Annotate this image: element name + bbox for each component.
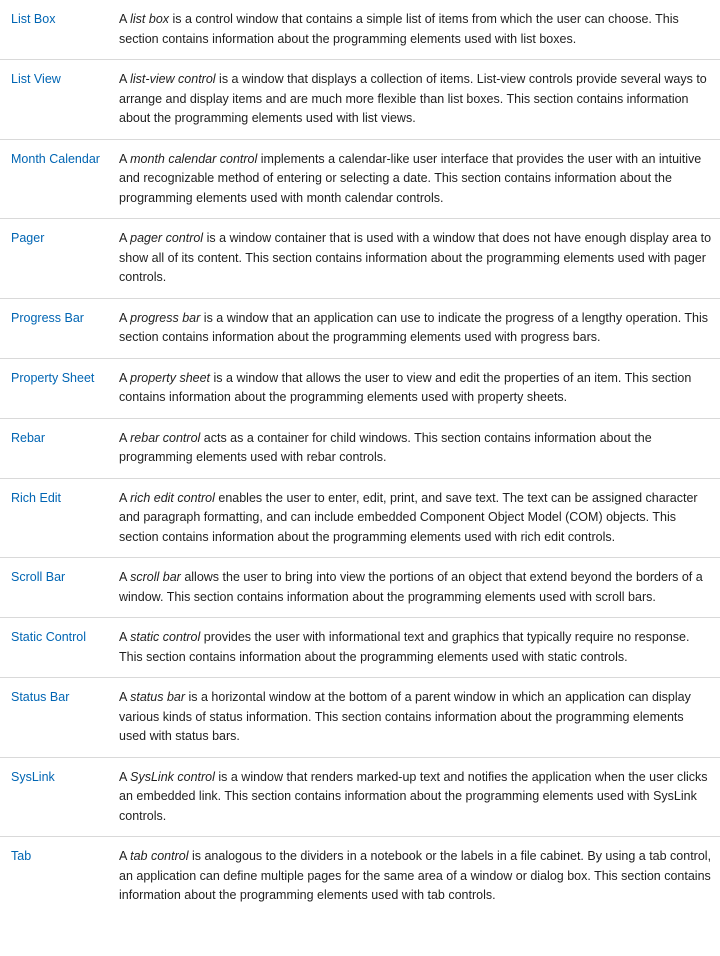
control-name-cell	[0, 0, 108, 60]
description-lead: A	[119, 630, 131, 644]
table-row	[0, 219, 720, 299]
control-name-cell	[0, 678, 108, 758]
description-text: is a horizontal window at the bottom of a parent window in which an application can display various kinds of status information. This section contains information about the programming elements used with status bars.	[119, 690, 691, 743]
control-name-link[interactable]: Status Bar	[11, 690, 70, 704]
control-name-link[interactable]: SysLink	[11, 769, 55, 784]
control-name-link[interactable]: Rebar	[11, 430, 46, 445]
description-text: is a window container that is used with a window that does not have enough display area to show all of its content. This section contains information about the programming elements used with pager controls.	[119, 231, 712, 284]
control-description	[108, 358, 720, 418]
description-lead: A	[119, 151, 131, 166]
description-text: acts as a container for child windows. This section contains information about the programming elements used with rebar controls.	[119, 430, 652, 464]
table-row	[0, 618, 720, 678]
description-term: static control	[130, 630, 201, 644]
description-term: pager control	[130, 231, 204, 245]
description-lead: A	[119, 849, 131, 863]
control-name-cell	[0, 219, 108, 299]
table-row	[0, 298, 720, 358]
table-row	[0, 60, 720, 140]
control-name-cell	[0, 418, 108, 478]
control-name-link[interactable]: Tab	[11, 849, 32, 863]
description-text: enables the user to enter, edit, print, and save text. The text can be assigned character and paragraph formatting, and can include embedded Component Object Model (COM) objects. This section contains information about the programming elements used with rich edit controls.	[119, 490, 698, 544]
table-row	[0, 0, 720, 60]
description-term: property sheet	[130, 370, 211, 385]
description-lead: A	[119, 310, 131, 325]
description-term: tab control	[130, 849, 189, 863]
description-text: is analogous to the dividers in a notebook or the labels in a file cabinet. By using a tab control, an application can define multiple pages for the same area of a window or dialog box. This section contains information about the programming elements used with tab controls.	[119, 849, 712, 902]
description-lead: A	[119, 370, 131, 385]
control-description	[108, 757, 720, 837]
control-name-link[interactable]: Month Calendar	[11, 151, 100, 166]
control-name-cell	[0, 298, 108, 358]
control-description	[108, 219, 720, 299]
table-row	[0, 558, 720, 618]
control-name-link[interactable]: Rich Edit	[11, 490, 62, 505]
control-name-link[interactable]: Scroll Bar	[11, 570, 66, 584]
control-description	[108, 0, 720, 60]
description-term: month calendar control	[130, 151, 258, 166]
table-row	[0, 139, 720, 219]
description-term: rebar control	[130, 430, 201, 445]
control-name-link[interactable]: List Box	[11, 12, 56, 26]
description-lead: A	[119, 570, 131, 584]
control-description	[108, 678, 720, 758]
description-lead: A	[119, 769, 131, 784]
description-text: allows the user to bring into view the portions of an object that extend beyond the borders of a window. This section contains information about the programming elements used with scroll bars.	[119, 570, 703, 604]
table-row	[0, 418, 720, 478]
description-term: progress bar	[130, 310, 201, 325]
description-text: is a window that allows the user to view and edit the properties of an item. This section contains information about the programming elements used with property sheets.	[119, 370, 692, 404]
description-lead: A	[119, 690, 131, 704]
control-description	[108, 139, 720, 219]
control-description	[108, 837, 720, 916]
description-text: is a control window that contains a simple list of items from which the user can choose. This section contains information about the programming elements used with list boxes.	[119, 12, 679, 46]
description-term: status bar	[130, 690, 186, 704]
description-term: rich edit control	[130, 490, 215, 505]
control-name-cell	[0, 60, 108, 140]
description-lead: A	[119, 231, 131, 245]
control-name-cell	[0, 358, 108, 418]
control-name-cell	[0, 837, 108, 916]
control-name-cell	[0, 558, 108, 618]
description-lead: A	[119, 12, 131, 26]
table-row	[0, 757, 720, 837]
control-name-cell	[0, 478, 108, 558]
control-description	[108, 558, 720, 618]
control-description	[108, 618, 720, 678]
description-term: list box	[130, 12, 170, 26]
control-name-link[interactable]: Pager	[11, 231, 45, 245]
table-row	[0, 678, 720, 758]
control-description	[108, 478, 720, 558]
description-term: SysLink control	[130, 769, 215, 784]
control-name-link[interactable]: Static Control	[11, 630, 87, 644]
description-text: is a window that renders marked-up text and notifies the application when the user clicks an embedded link. This section contains information about the programming elements used with SysLink controls.	[119, 769, 708, 823]
control-name-cell	[0, 757, 108, 837]
control-description	[108, 60, 720, 140]
control-name-link[interactable]: Progress Bar	[11, 310, 84, 325]
control-name-link[interactable]: Property Sheet	[11, 370, 95, 385]
description-lead: A	[119, 490, 131, 505]
control-description	[108, 298, 720, 358]
description-text: provides the user with informational text and graphics that typically require no response. This section contains information about the programming elements used with static controls.	[119, 630, 690, 664]
description-lead: A	[119, 430, 131, 445]
control-name-cell	[0, 139, 108, 219]
control-description	[108, 418, 720, 478]
description-text: implements a calendar-like user interface that provides the user with an intuitive and recognizable method of entering or selecting a date. This section contains information about the programming elements used with month calendar controls.	[119, 151, 702, 205]
control-name-link[interactable]: List View	[11, 72, 61, 86]
table-row	[0, 358, 720, 418]
description-text: is a window that displays a collection of items. List-view controls provide several ways to arrange and display items and are much more flexible than list boxes. This section contains information about the programming elements used with list views.	[119, 72, 707, 125]
control-name-cell	[0, 618, 108, 678]
table-row	[0, 478, 720, 558]
description-text: is a window that an application can use to indicate the progress of a lengthy operation. This section contains information about the programming elements used with progress bars.	[119, 310, 709, 344]
description-term: list-view control	[130, 72, 216, 86]
table-row	[0, 837, 720, 916]
description-lead: A	[119, 72, 131, 86]
description-term: scroll bar	[130, 570, 181, 584]
